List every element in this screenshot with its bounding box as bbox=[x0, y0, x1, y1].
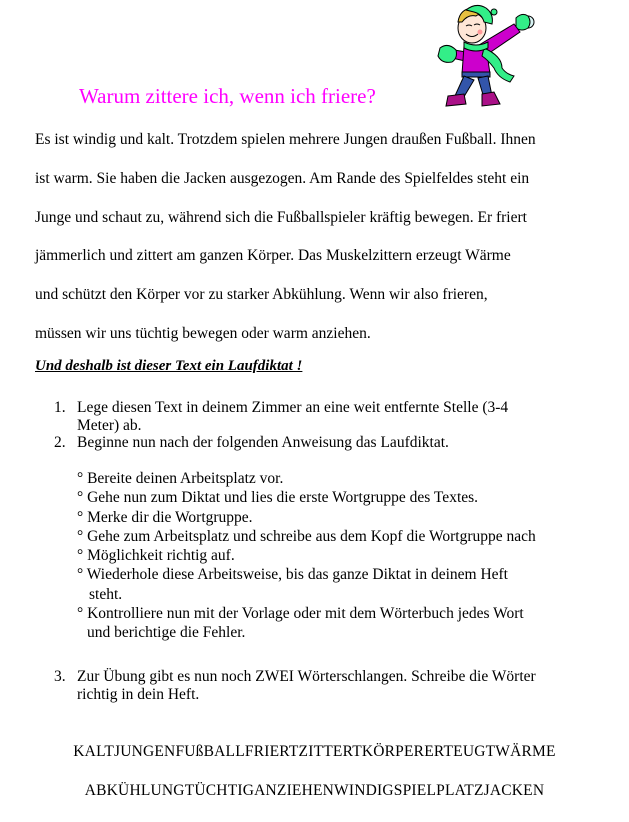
instruction-item: ° Merke dir die Wortgruppe. bbox=[77, 508, 253, 526]
instruction-item: ° Kontrolliere nun mit der Vorlage oder mit dem Wörterbuch jedes Wort bbox=[77, 605, 524, 623]
step-list-1-2 bbox=[54, 399, 508, 452]
paragraph-line: ist warm. Sie haben die Jacken ausgezogen. Am Rande des Spielfeldes steht ein bbox=[35, 169, 530, 187]
title-text: Warum zittere ich, wenn ich friere? bbox=[79, 84, 376, 108]
instruction-item: ° Möglichkeit richtig auf. bbox=[77, 547, 235, 565]
paragraph-line: Junge und schaut zu, während sich die Fußballspieler kräftig bewegen. Er friert bbox=[35, 208, 527, 226]
paragraph-line: jämmerlich und zittert am ganzen Körper. Das Muskelzittern erzeugt Wärme bbox=[35, 247, 511, 265]
step-number: 1. bbox=[54, 399, 66, 416]
step-text: richtig in dein Heft. bbox=[77, 685, 200, 703]
step-number: 2. bbox=[54, 434, 66, 451]
instruction-item-continuation: steht. bbox=[89, 585, 123, 603]
step-item bbox=[54, 434, 508, 452]
paragraph-line: Es ist windig und kalt. Trotzdem spielen mehrere Jungen draußen Fußball. Ihnen bbox=[35, 131, 536, 148]
instruction-item-continuation: und berichtige die Fehler. bbox=[87, 624, 246, 642]
step-number: 3. bbox=[54, 668, 66, 685]
step-text: Lege diesen Text in deinem Zimmer an eine weit entfernte Stelle (3-4 bbox=[77, 399, 509, 416]
step-item bbox=[54, 399, 508, 434]
subheading: Und deshalb ist dieser Text ein Laufdiktat ! bbox=[35, 358, 303, 374]
step-item bbox=[54, 668, 536, 703]
word-snake-1: KALTJUNGENFUßBALLFRIERTZITTERTKÖRPERERTEUGTWÄRME bbox=[73, 743, 556, 760]
instruction-item: ° Wiederhole diese Arbeitsweise, bis das ganze Diktat in deinem Heft bbox=[77, 566, 508, 584]
instruction-item: ° Bereite deinen Arbeitsplatz vor. bbox=[77, 470, 284, 487]
step-text: Meter) ab. bbox=[77, 416, 142, 434]
paragraph-line: und schützt den Körper vor zu starker Abkühlung. Wenn wir also frieren, bbox=[35, 286, 488, 304]
story-paragraph bbox=[35, 121, 620, 354]
instruction-item: ° Gehe zum Arbeitsplatz und schreibe aus dem Kopf die Wortgruppe nach bbox=[77, 527, 536, 545]
page-title bbox=[79, 83, 376, 109]
step-text: Beginne nun nach der folgenden Anweisung das Laufdiktat. bbox=[77, 434, 449, 451]
instruction-item: ° Gehe nun zum Diktat und lies die erste Wortgruppe des Textes. bbox=[77, 489, 479, 507]
step-list-3 bbox=[54, 668, 536, 703]
paragraph-line: müssen wir uns tüchtig bewegen oder warm anziehen. bbox=[35, 324, 371, 342]
step-text: Zur Übung gibt es nun noch ZWEI Wörterschlangen. Schreibe die Wörter bbox=[77, 668, 536, 685]
word-snake-2: ABKÜHLUNGTÜCHTIGANZIEHENWINDIGSPIELPLATZJACKEN bbox=[84, 782, 545, 799]
boy-throwing-snowball-icon bbox=[428, 2, 540, 108]
instruction-list bbox=[77, 469, 536, 643]
